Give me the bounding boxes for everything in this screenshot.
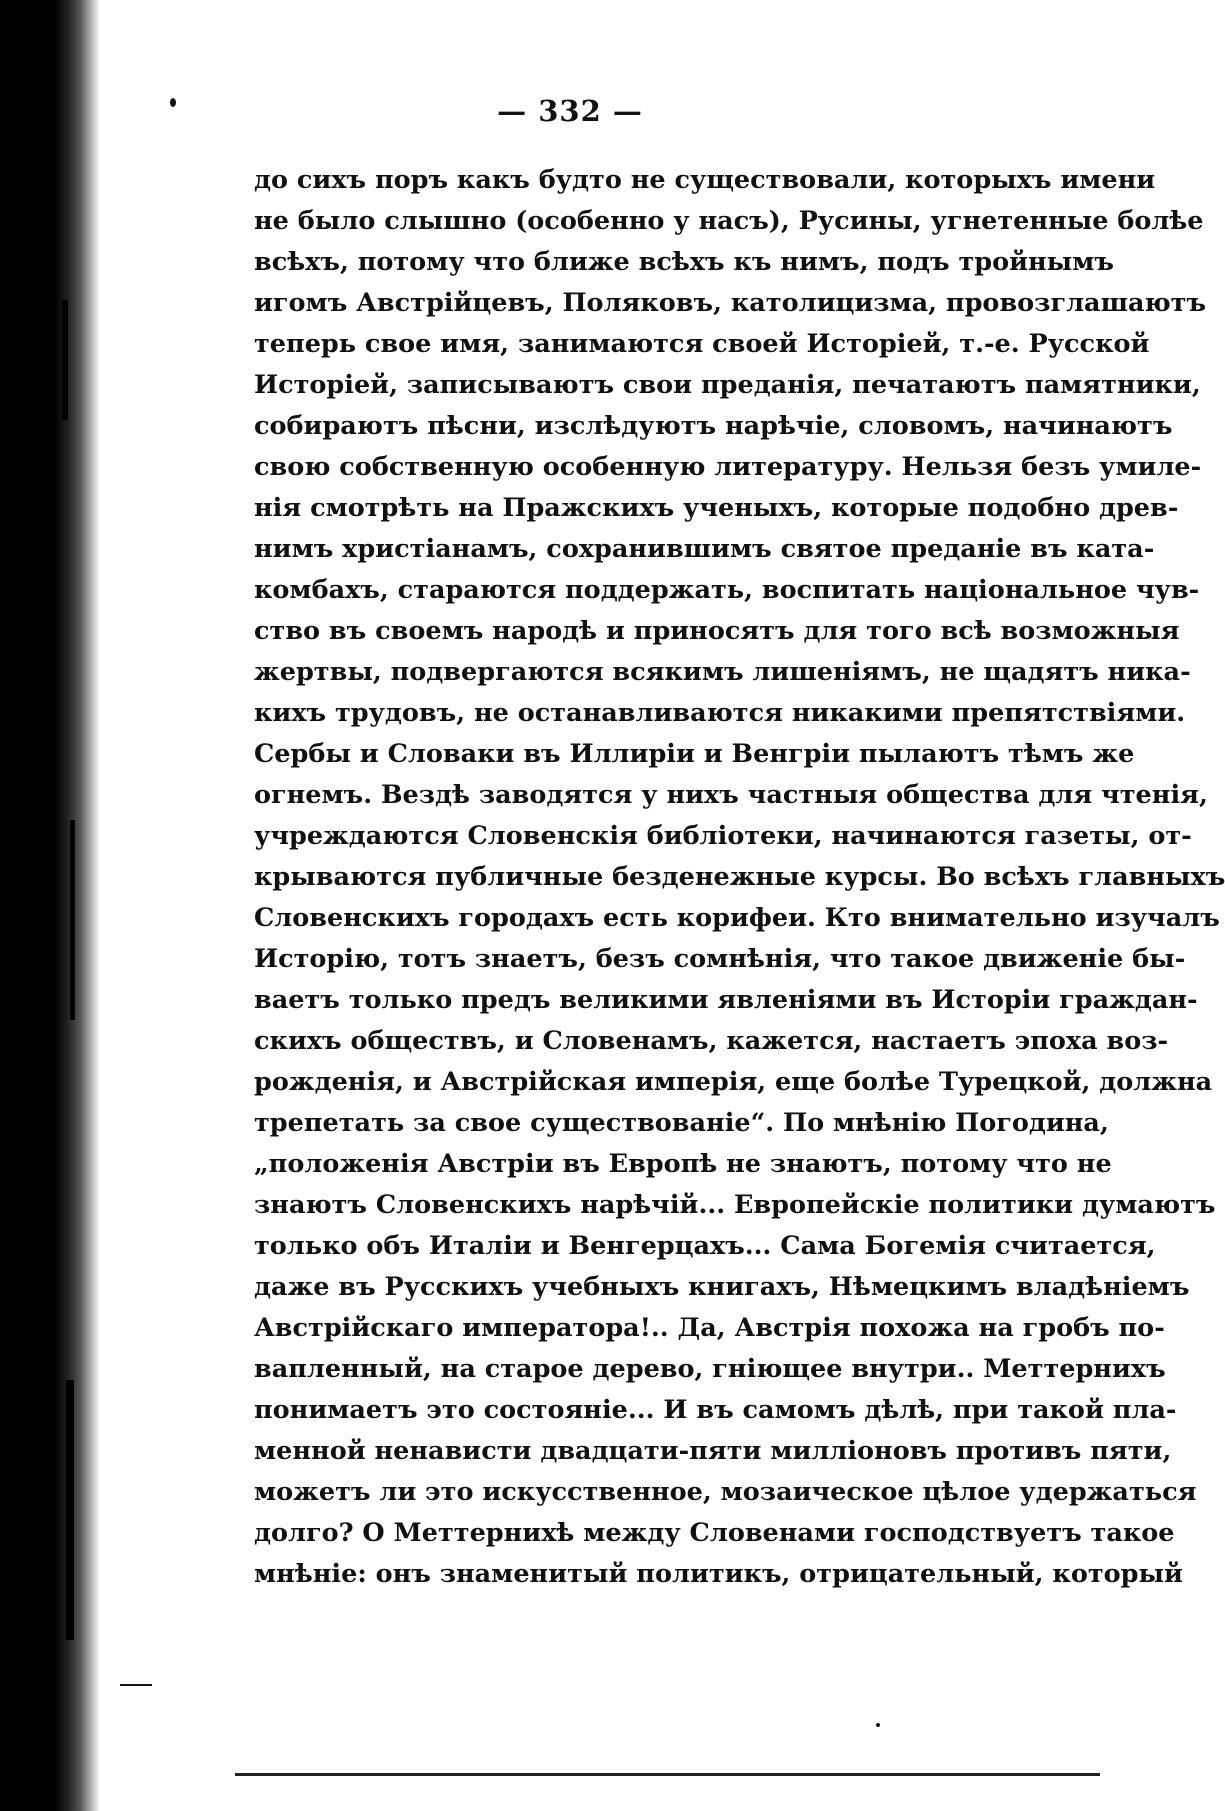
gutter-streak (70, 820, 75, 1020)
text-line: знаютъ Словенскихъ нарѣчій... Европейскіе политики думаютъ (254, 1190, 1216, 1220)
ink-speck (876, 1723, 880, 1727)
text-line: понимаетъ это состояніе... И въ самомъ дѣлѣ, при такой пла- (254, 1395, 1177, 1425)
text-line: всѣхъ, потому что ближе всѣхъ къ нимъ, подъ тройнымъ (254, 247, 1114, 277)
text-line: жертвы, подвергаются всякимъ лишеніямъ, не щадятъ никa- (254, 657, 1191, 687)
text-line: ваетъ только предъ великими явленіями въ Исторіи граждан- (254, 985, 1198, 1015)
text-line: мнѣніе: онъ знаменитый политикъ, отрицательный, который (254, 1559, 1183, 1589)
text-line: огнемъ. Вездѣ заводятся у нихъ частныя общества для чтенія, (254, 780, 1208, 810)
text-line: крываются публичные безденежные курсы. Во всѣхъ главныхъ (254, 862, 1225, 892)
margin-mark (120, 1684, 152, 1686)
text-line: свою собственную особенную литературу. Нельзя безъ умиле- (254, 452, 1202, 482)
text-line: Словенскихъ городахъ есть корифеи. Кто внимательно изучалъ (254, 903, 1220, 933)
text-line: менной ненависти двадцати-пяти милліоновъ противъ пяти, (254, 1436, 1172, 1466)
text-line: игомъ Австрійцевъ, Поляковъ, католицизма, провозглашаютъ (254, 288, 1207, 318)
page-number: — 332 — (497, 94, 643, 128)
text-line: Сербы и Словаки въ Иллиріи и Венгріи пылаютъ тѣмъ же (254, 739, 1135, 769)
text-line: учреждаются Словенскія библіотеки, начинаются газеты, от- (254, 821, 1192, 851)
text-line: долго? О Меттернихѣ между Словенами господствуетъ такое (254, 1518, 1175, 1548)
text-line: Исторіей, записываютъ свои преданія, печатаютъ памятники, (254, 370, 1201, 400)
bottom-rule (235, 1773, 1100, 1776)
text-line: собираютъ пѣсни, изслѣдуютъ нарѣчіе, словомъ, начинаютъ (254, 411, 1173, 441)
gutter-streak (62, 300, 68, 420)
text-line: можетъ ли это искусственное, мозаическое цѣлое удержаться (254, 1477, 1197, 1507)
text-line: нія смотрѣть на Пражскихъ ученыхъ, которые подобно древ- (254, 493, 1179, 523)
text-line: нимъ христіанамъ, сохранившимъ святое преданіе въ ката- (254, 534, 1155, 564)
text-line: теперь свое имя, занимаются своей Исторіей, т.-е. Русской (254, 329, 1150, 359)
text-line: вапленный, на старое дерево, гніющее внутри.. Меттернихъ (254, 1354, 1166, 1384)
text-line: Австрійскаго императора!.. Да, Австрія похожа на гробъ по- (254, 1313, 1165, 1343)
text-line: до сихъ поръ какъ будто не существовали, которыхъ имени (254, 165, 1156, 195)
text-line: не было слышно (особенно у насъ), Русины, угнетенные болѣе (254, 206, 1204, 236)
text-line: скихъ обществъ, и Словенамъ, кажется, настаетъ эпоха воз- (254, 1026, 1169, 1056)
binding-gutter (0, 0, 100, 1811)
text-line: „положенія Австріи въ Европѣ не знаютъ, потому что не (254, 1149, 1112, 1179)
text-line: рожденія, и Австрійская имперія, еще болѣе Турецкой, должна (254, 1067, 1213, 1097)
text-line: Исторію, тотъ знаетъ, безъ сомнѣнія, что такое движеніе бы- (254, 944, 1186, 974)
text-line: кихъ трудовъ, не останавливаются никакими препятствіями. (254, 698, 1186, 728)
text-line: комбахъ, стараются поддержать, воспитать національное чув- (254, 575, 1200, 605)
text-line: даже въ Русскихъ учебныхъ книгахъ, Нѣмецкимъ владѣніемъ (254, 1272, 1190, 1302)
text-line: ство въ своемъ народѣ и приносятъ для того всѣ возможныя (254, 616, 1180, 646)
gutter-streak (66, 1380, 74, 1640)
text-line: трепетать за свое существованіе“. По мнѣнію Погодина, (254, 1108, 1109, 1138)
text-line: только объ Италіи и Венгерцахъ... Сама Богемія считается, (254, 1231, 1156, 1261)
page-body-text (254, 160, 1225, 1595)
